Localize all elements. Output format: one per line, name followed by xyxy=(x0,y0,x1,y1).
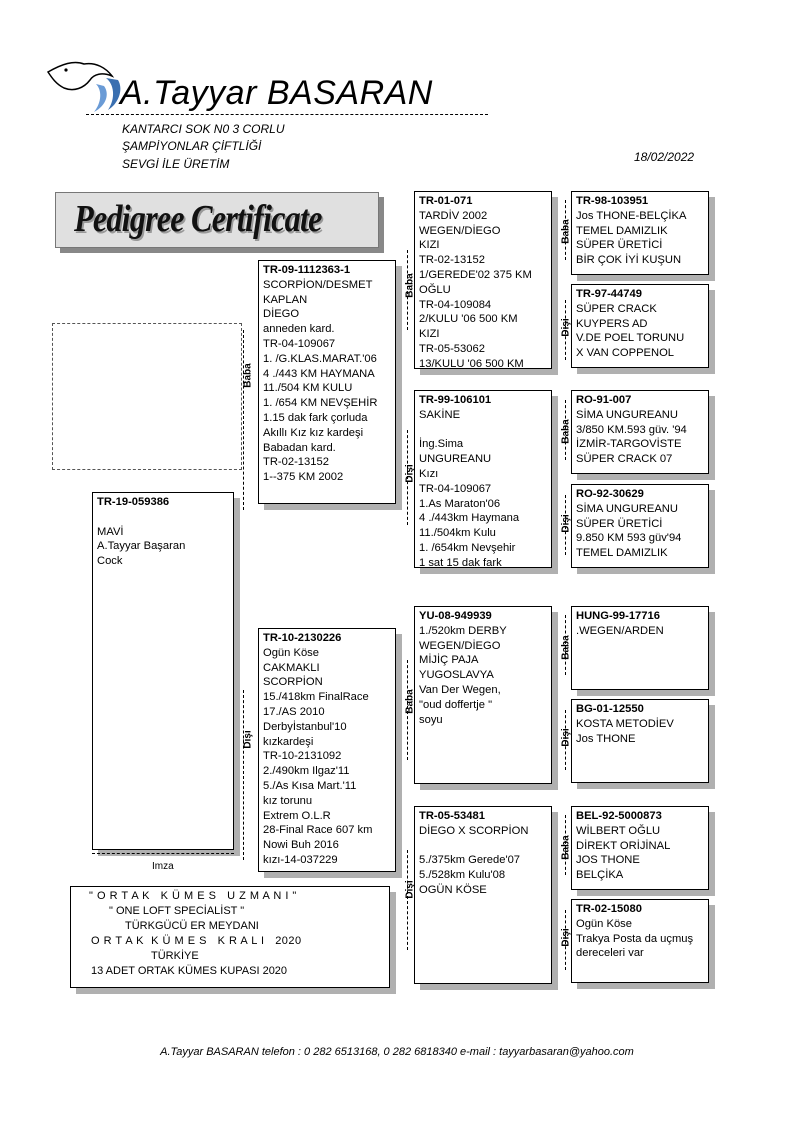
ring-number: TR-98-103951 xyxy=(576,195,649,207)
pedigree-line: soyu xyxy=(419,713,443,726)
pedigree-line: 1. /654 KM NEVŞEHİR xyxy=(263,397,378,410)
pedigree-line: 11./504km Kulu xyxy=(419,527,496,540)
dds-box xyxy=(571,806,709,890)
pedigree-line: JOS THONE xyxy=(576,854,640,867)
pedigree-line: KIZI xyxy=(419,239,440,252)
signature-label: Imza xyxy=(152,861,174,872)
label-baba: Baba xyxy=(404,689,416,714)
label-baba: Baba xyxy=(560,219,572,244)
ring-number: HUNG-99-17716 xyxy=(576,610,660,622)
specialist-line-4: O R T A K K Ü M E S K R A L I 2020 xyxy=(91,935,302,947)
ring-number: TR-19-059386 xyxy=(97,496,170,508)
pedigree-line: UNGUREANU xyxy=(419,453,492,466)
pedigree-line: kız torunu xyxy=(263,794,313,807)
pedigree-line: X VAN COPPENOL xyxy=(576,347,675,360)
ring-number: BG-01-12550 xyxy=(576,703,644,715)
pedigree-line xyxy=(419,839,547,854)
pedigree-line: SİMA UNGUREANU xyxy=(576,408,678,421)
pedigree-line: OGÜN KÖSE xyxy=(419,883,487,896)
pedigree-line: TR-04-109067 xyxy=(263,337,336,350)
pedigree-line: 17./AS 2010 xyxy=(263,705,325,718)
ring-number: TR-02-15080 xyxy=(576,903,642,915)
pedigree-line: 1.15 dak fark çorluda xyxy=(263,411,368,424)
pedigree-line: anneden kard. xyxy=(263,323,335,336)
pedigree-line: Cock xyxy=(97,555,123,568)
ring-number: TR-01-071 xyxy=(419,195,473,207)
pedigree-line: 1/GEREDE'02 375 KM xyxy=(419,268,532,281)
motto: SEVGİ İLE ÜRETİM xyxy=(122,157,230,171)
pedigree-line: Babadan kard. xyxy=(263,441,336,454)
pedigree-line: 9.850 KM 593 güv'94 xyxy=(576,532,682,545)
pedigree-line: İng.Sima xyxy=(419,438,464,451)
pedigree-line: WEGEN/DİEGO xyxy=(419,224,501,237)
ring-number: BEL-92-5000873 xyxy=(576,810,662,822)
ring-number: TR-99-106101 xyxy=(419,394,492,406)
ring-number: TR-97-44749 xyxy=(576,288,642,300)
footer-contact: A.Tayyar BASARAN telefon : 0 282 6513168, 0 282 6818340 e-mail : tayyarbasaran@yahoo.com xyxy=(160,1046,634,1058)
pedigree-line: 1. /G.KLAS.MARAT.'06 xyxy=(263,352,377,365)
pedigree-line: kızı-14-037229 xyxy=(263,853,338,866)
logo xyxy=(44,58,124,118)
certificate-title-box xyxy=(55,192,379,248)
company-name: A.Tayyar BASARAN xyxy=(120,74,433,112)
sss-box xyxy=(571,191,709,275)
pedigree-line: TR-02-13152 xyxy=(263,456,329,469)
label-baba: Baba xyxy=(560,419,572,444)
address: KANTARCI SOK N0 3 CORLU xyxy=(122,122,285,136)
dam-box xyxy=(258,628,396,872)
label-baba: Baba xyxy=(242,363,254,388)
date: 18/02/2022 xyxy=(634,150,695,164)
subject-box xyxy=(92,492,234,850)
pedigree-line: Trakya Posta da uçmuş xyxy=(576,932,694,945)
pedigree-line: DİEGO X SCORPİON xyxy=(419,824,529,837)
pedigree-line: A.Tayyar Başaran xyxy=(97,540,186,553)
label-disi: Dişi xyxy=(560,318,572,337)
pedigree-line: 4 ./443 KM HAYMANA xyxy=(263,367,375,380)
specialist-line-1: " O R T A K K Ü M E S U Z M A N I " xyxy=(89,890,297,902)
pedigree-line: V.DE POEL TORUNU xyxy=(576,332,685,345)
label-disi: Dişi xyxy=(560,928,572,947)
pedigree-line: İZMİR-TARGOVİSTE xyxy=(576,438,682,451)
label-disi: Dişi xyxy=(404,464,416,483)
pedigree-line: Derbyİstanbul'10 xyxy=(263,720,347,733)
pedigree-line: SÜPER ÜRETİCİ xyxy=(576,517,663,530)
pedigree-line: 1--375 KM 2002 xyxy=(263,471,344,484)
pedigree-line: KIZI xyxy=(419,328,440,341)
label-baba: Baba xyxy=(404,273,416,298)
pedigree-line: TEMEL DAMIZLIK xyxy=(576,547,668,560)
pedigree-line: SAKİNE xyxy=(419,408,461,421)
pedigree-line: KUYPERS AD xyxy=(576,317,648,330)
pedigree-line: KAPLAN xyxy=(263,293,308,306)
pedigree-line: MAVİ xyxy=(97,525,124,538)
specialist-line-5: TÜRKİYE xyxy=(151,950,199,962)
label-disi: Dişi xyxy=(560,728,572,747)
specialist-line-3: TÜRKGÜCÜ ER MEYDANI xyxy=(125,920,259,932)
pedigree-line: Jos THONE xyxy=(576,732,636,745)
ring-number: RO-92-30629 xyxy=(576,488,644,500)
pedigree-line: TR-10-2131092 xyxy=(263,750,342,763)
pedigree-line: MİJİÇ PAJA xyxy=(419,654,479,667)
pedigree-line: TR-05-53062 xyxy=(419,342,485,355)
sdd-box xyxy=(571,484,709,568)
pedigree-line: TEMEL DAMIZLIK xyxy=(576,224,668,237)
dsd-box xyxy=(571,699,709,783)
ring-number: TR-05-53481 xyxy=(419,810,485,822)
pedigree-line: Akıllı Kız kız kardeşi xyxy=(263,426,364,439)
label-baba: Baba xyxy=(560,835,572,860)
pedigree-line: 1./520km DERBY xyxy=(419,624,507,637)
pedigree-line: WEGEN/DİEGO xyxy=(419,639,501,652)
pedigree-line: CAKMAKLI xyxy=(263,661,320,674)
label-disi: Dişi xyxy=(242,730,254,749)
sire-sire-box xyxy=(414,191,552,369)
pedigree-line: BİR ÇOK İYİ KUŞUN xyxy=(576,254,682,267)
pedigree-line: 1. /654km Nevşehir xyxy=(419,541,516,554)
pedigree-line: 3/850 KM.593 güv. '94 xyxy=(576,423,687,436)
sire-dam-box xyxy=(414,390,552,568)
pedigree-line xyxy=(97,510,229,525)
bird-logo-icon xyxy=(44,58,128,120)
specialist-line-2: " ONE LOFT SPECİALİST " xyxy=(109,905,245,917)
pedigree-line: DİEGO xyxy=(263,308,300,321)
sire-box xyxy=(258,260,396,504)
pedigree-line: WİLBERT OĞLU xyxy=(576,824,661,837)
pedigree-line: 2/KULU '06 500 KM xyxy=(419,313,518,326)
pedigree-line: SİMA UNGUREANU xyxy=(576,502,678,515)
label-disi: Dişi xyxy=(560,514,572,533)
pedigree-line: SÜPER CRACK 07 xyxy=(576,453,673,466)
ring-number: TR-10-2130226 xyxy=(263,632,342,644)
pedigree-line: SÜPER CRACK xyxy=(576,302,657,315)
photo-placeholder xyxy=(52,323,242,470)
pedigree-line: 15./418km FinalRace xyxy=(263,691,369,704)
pedigree-line: Jos THONE-BELÇİKA xyxy=(576,209,687,222)
pedigree-line: Ogün Köse xyxy=(263,646,319,659)
sds-box xyxy=(571,390,709,474)
pedigree-line: TR-02-13152 xyxy=(419,254,485,267)
pedigree-line: KOSTA METODİEV xyxy=(576,717,674,730)
pedigree-line xyxy=(419,423,547,438)
pedigree-line: SÜPER ÜRETİCİ xyxy=(576,239,663,252)
pedigree-line: 4 ./443km Haymana xyxy=(419,512,520,525)
ring-number: YU-08-949939 xyxy=(419,610,492,622)
pedigree-line: kızkardeşi xyxy=(263,735,314,748)
pedigree-line: Extrem O.L.R xyxy=(263,809,331,822)
pedigree-line: 28-Final Race 607 km xyxy=(263,824,373,837)
farm-name: ŞAMPİYONLAR ÇİFTLİĞİ xyxy=(122,139,262,153)
pedigree-line: dereceleri var xyxy=(576,947,644,960)
pedigree-line: SCORPİON/DESMET xyxy=(263,278,373,291)
pedigree-line: SCORPİON xyxy=(263,676,323,689)
specialist-line-6: 13 ADET ORTAK KÜMES KUPASI 2020 xyxy=(91,965,288,977)
pedigree-line: 5./375km Gerede'07 xyxy=(419,854,521,867)
pedigree-line: DİREKT ORİJİNAL xyxy=(576,839,671,852)
pedigree-line: 11./504 KM KULU xyxy=(263,382,353,395)
pedigree-line: .WEGEN/ARDEN xyxy=(576,624,664,637)
signature-line xyxy=(92,853,234,854)
pedigree-line: "oud doffertje " xyxy=(419,698,493,711)
pedigree-line: YUGOSLAVYA xyxy=(419,669,494,682)
pedigree-line: Kızı xyxy=(419,467,439,480)
specialist-box xyxy=(70,886,390,988)
pedigree-line: Van Der Wegen, xyxy=(419,683,501,696)
ring-number: TR-09-1112363-1 xyxy=(263,264,351,276)
ssd-box xyxy=(571,284,709,368)
dam-sire-box xyxy=(414,606,552,784)
pedigree-line: 5./528km Kulu'08 xyxy=(419,869,506,882)
pedigree-line: 2./490km Ilgaz'11 xyxy=(263,765,350,778)
certificate-title: Pedigree Certificate xyxy=(74,198,322,240)
pedigree-line: Ogün Köse xyxy=(576,917,632,930)
ddd-box xyxy=(571,899,709,983)
pedigree-line: 1 sat 15 dak fark xyxy=(419,556,502,568)
dss-box xyxy=(571,606,709,690)
pedigree-line: 5./As Kısa Mart.'11 xyxy=(263,779,357,792)
header-underline xyxy=(86,114,488,115)
ring-number: RO-91-007 xyxy=(576,394,632,406)
pedigree-line: BELÇİKA xyxy=(576,869,624,882)
pedigree-line: 1.As Maraton'06 xyxy=(419,497,501,510)
pedigree-line: 13/KULU '06 500 KM xyxy=(419,357,524,369)
pedigree-line: OĞLU xyxy=(419,283,451,296)
label-baba: Baba xyxy=(560,635,572,660)
pedigree-line: TR-04-109067 xyxy=(419,482,492,495)
pedigree-line: TR-04-109084 xyxy=(419,298,492,311)
pedigree-line: Nowi Buh 2016 xyxy=(263,839,339,852)
dam-dam-box xyxy=(414,806,552,984)
pedigree-line: TARDİV 2002 xyxy=(419,209,488,222)
label-disi: Dişi xyxy=(404,880,416,899)
